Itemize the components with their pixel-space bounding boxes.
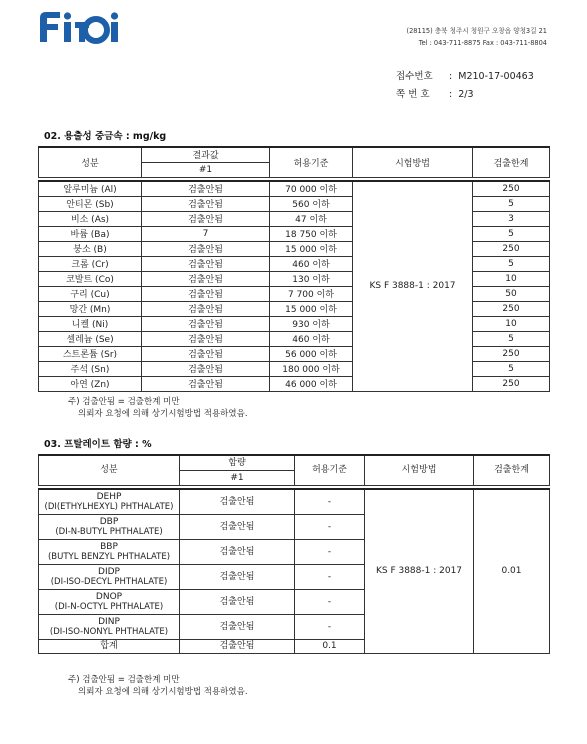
phthalate-body (39, 489, 550, 653)
result-value: 검출안됨 (180, 564, 295, 589)
detection-value: 250 (473, 346, 550, 361)
result-value: 검출안됨 (142, 301, 270, 316)
detection-value: 5 (473, 256, 550, 271)
component-abbr: DIDP (98, 566, 120, 577)
detection-value: 5 (473, 331, 550, 346)
section2-note2: 의뢰자 요청에 의해 상기시험방법 적용하였음. (78, 409, 248, 419)
col-header-limit: 허용기준 (295, 455, 365, 485)
section3-note2: 의뢰자 요청에 의해 상기시험방법 적용하였음. (78, 687, 248, 697)
component-name: 스트론튬 (Sr) (39, 346, 142, 361)
detection-value: 50 (473, 286, 550, 301)
receipt-value: M210-17-00463 (458, 71, 534, 82)
component-name (39, 539, 180, 564)
result-value: 검출안됨 (142, 256, 270, 271)
section2-title: 02. 용출성 중금속 : mg/kg (44, 131, 167, 142)
component-name: 아연 (Zn) (39, 376, 142, 391)
limit-value: 46 000 이하 (270, 376, 353, 391)
limit-value: 15 000 이하 (270, 241, 353, 256)
table-row (39, 361, 550, 376)
component-name (39, 589, 180, 614)
component-name: 바륨 (Ba) (39, 226, 142, 241)
col-header-result-sub: #1 (180, 470, 295, 485)
receipt-label: 접수번호 (396, 71, 433, 82)
section2-note1: 주) 검출안됨 = 검출한계 미만 (68, 397, 180, 407)
limit-value: 460 이하 (270, 331, 353, 346)
component-fullname: (DI-ISO-NONYL PHTHALATE) (49, 626, 169, 637)
detection-value: 250 (473, 181, 550, 196)
limit-value: 15 000 이하 (270, 301, 353, 316)
result-value: 검출안됨 (142, 181, 270, 196)
component-fullname: (DI-ISO-DECYL PHTHALATE) (50, 576, 168, 587)
component-name (39, 489, 180, 514)
col-header-detection: 검출한계 (473, 147, 550, 177)
detection-value: 10 (473, 316, 550, 331)
table-row (39, 211, 550, 226)
page-label: 쪽 번 호 (396, 89, 430, 100)
receipt-meta: 접수번호 : M210-17-00463 쪽 번 호 : 2/3 (396, 68, 534, 104)
phthalate-table (38, 454, 550, 654)
col-header-result-sub: #1 (142, 162, 270, 177)
detection-value: 250 (473, 241, 550, 256)
component-name: 망간 (Mn) (39, 301, 142, 316)
page-value: 2/3 (458, 89, 474, 100)
col-header-detection: 검출한계 (474, 455, 550, 485)
result-value: 검출안됨 (180, 539, 295, 564)
result-value: 검출안됨 (142, 376, 270, 391)
component-abbr: DINP (98, 616, 120, 627)
component-fullname: (BUTYL BENZYL PHTHALATE) (47, 551, 171, 562)
total-result: 검출안됨 (180, 639, 295, 653)
component-name: 구리 (Cu) (39, 286, 142, 301)
component-name: 코발트 (Co) (39, 271, 142, 286)
result-value: 검출안됨 (142, 346, 270, 361)
component-name (39, 614, 180, 639)
col-header-method: 시험방법 (365, 455, 474, 485)
detection-value: 0.01 (474, 489, 550, 653)
table-row (39, 376, 550, 391)
component-name: 니켈 (Ni) (39, 316, 142, 331)
section2-notes (68, 396, 248, 420)
detection-value: 5 (473, 196, 550, 211)
address-block (407, 25, 547, 49)
detection-value: 3 (473, 211, 550, 226)
result-value: 검출안됨 (180, 614, 295, 639)
method-value: KS F 3888-1 : 2017 (365, 489, 474, 653)
table-row (39, 316, 550, 331)
component-name: 안티몬 (Sb) (39, 196, 142, 211)
limit-value: 460 이하 (270, 256, 353, 271)
table-row (39, 241, 550, 256)
col-header-component: 성분 (39, 147, 142, 177)
limit-value: - (295, 539, 365, 564)
component-fullname: (DI(ETHYLHEXYL) PHTHALATE) (44, 501, 174, 512)
detection-value: 250 (473, 301, 550, 316)
limit-value: 560 이하 (270, 196, 353, 211)
detection-value: 5 (473, 226, 550, 241)
table-row (39, 301, 550, 316)
address-line: (28115) 충북 청주시 청원구 오창읍 양청3길 21 (406, 27, 547, 35)
limit-value: 70 000 이하 (270, 181, 353, 196)
table-row (39, 196, 550, 211)
limit-value: 18 750 이하 (270, 226, 353, 241)
tel-fax: Tel : 043-711-8875 Fax : 043-711-8804 (418, 39, 547, 47)
result-value: 검출안됨 (180, 589, 295, 614)
table-row (39, 331, 550, 346)
component-name: 붕소 (B) (39, 241, 142, 256)
component-name (39, 564, 180, 589)
result-value: 검출안됨 (142, 241, 270, 256)
component-abbr: BBP (100, 541, 118, 552)
limit-value: 56 000 이하 (270, 346, 353, 361)
component-abbr: DNOP (95, 591, 123, 602)
table-row (39, 286, 550, 301)
table-row (39, 346, 550, 361)
component-abbr: DEHP (96, 491, 122, 502)
result-value: 검출안됨 (142, 271, 270, 286)
limit-value: 7 700 이하 (270, 286, 353, 301)
result-value: 검출안됨 (142, 331, 270, 346)
result-value: 검출안됨 (142, 316, 270, 331)
table-row (39, 181, 550, 196)
section3-notes (68, 674, 248, 698)
heavy-metals-table (38, 146, 550, 392)
component-name: 주석 (Sn) (39, 361, 142, 376)
component-fullname: (DI-N-BUTYL PHTHALATE) (55, 526, 163, 537)
total-limit: 0.1 (295, 639, 365, 653)
component-fullname: (DI-N-OCTYL PHTHALATE) (54, 601, 164, 612)
heavy-metals-body (39, 181, 550, 391)
component-name: 크롬 (Cr) (39, 256, 142, 271)
component-name: 셀레늄 (Se) (39, 331, 142, 346)
detection-value: 10 (473, 271, 550, 286)
table-row (39, 256, 550, 271)
limit-value: 47 이하 (270, 211, 353, 226)
col-header-result: 함량 (180, 455, 295, 470)
col-header-method: 시험방법 (353, 147, 473, 177)
table-row (39, 226, 550, 241)
result-value: 검출안됨 (180, 489, 295, 514)
result-value: 검출안됨 (142, 286, 270, 301)
detection-value: 250 (473, 376, 550, 391)
section3-note1: 주) 검출안됨 = 검출한계 미만 (68, 675, 180, 685)
table-row (39, 489, 550, 514)
section3-title: 03. 프탈레이트 함량 : % (44, 439, 152, 450)
table-row (39, 271, 550, 286)
limit-value: - (295, 589, 365, 614)
result-value: 검출안됨 (142, 196, 270, 211)
limit-value: - (295, 614, 365, 639)
result-value: 검출안됨 (142, 361, 270, 376)
total-label: 합계 (39, 639, 180, 653)
method-value: KS F 3888-1 : 2017 (353, 181, 473, 391)
detection-value: 5 (473, 361, 550, 376)
limit-value: 930 이하 (270, 316, 353, 331)
col-header-component: 성분 (39, 455, 180, 485)
limit-value: - (295, 514, 365, 539)
col-header-limit: 허용기준 (270, 147, 353, 177)
limit-value: - (295, 564, 365, 589)
component-abbr: DBP (99, 516, 119, 527)
result-value: 검출안됨 (180, 514, 295, 539)
component-name: 비소 (As) (39, 211, 142, 226)
limit-value: 130 이하 (270, 271, 353, 286)
result-value: 7 (142, 226, 270, 241)
result-value: 검출안됨 (142, 211, 270, 226)
limit-value: 180 000 이하 (270, 361, 353, 376)
component-name: 알루미늄 (Al) (39, 181, 142, 196)
limit-value: - (295, 489, 365, 514)
component-name (39, 514, 180, 539)
col-header-result: 결과값 (142, 147, 270, 162)
fiti-logo (38, 8, 134, 48)
